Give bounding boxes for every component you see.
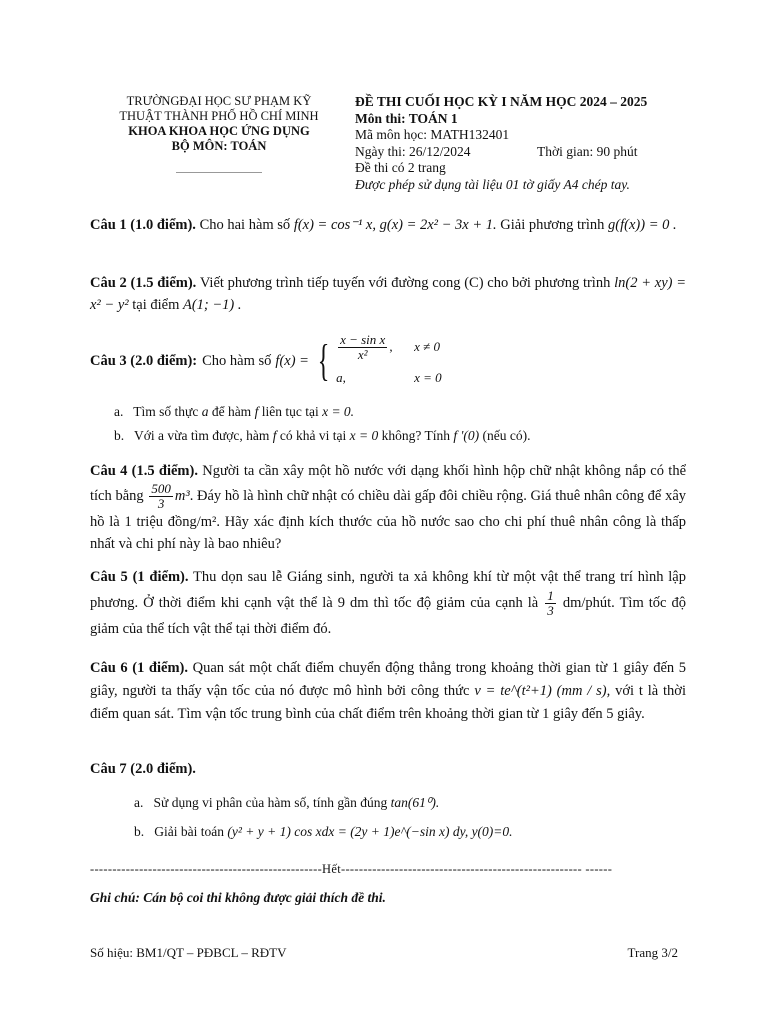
document-code: Số hiệu: BM1/QT – PĐBCL – RĐTV bbox=[90, 945, 287, 960]
question-3a-point: x = 0. bbox=[322, 404, 355, 419]
question-7b-text: Giải bài toán bbox=[154, 824, 224, 839]
question-4-text: Người ta cần xây một hồ nước với dạng khối hình hộp chữ nhật không nắp có thể tích bằng bbox=[90, 463, 687, 504]
question-7-label: Câu 7 (2.0 điểm). bbox=[90, 761, 196, 777]
question-3b-function: f bbox=[272, 428, 277, 443]
case-1-condition: x ≠ 0 bbox=[414, 339, 440, 354]
question-3b-text-3: không? Tính bbox=[381, 428, 451, 443]
question-5-label: Câu 5 (1 điểm). bbox=[90, 569, 189, 585]
question-7a bbox=[134, 794, 684, 812]
question-7b-marker: b. bbox=[134, 824, 145, 839]
page-number: Trang 3/2 bbox=[627, 945, 678, 960]
question-3b-point: x = 0 bbox=[349, 428, 379, 443]
course-code: Mã môn học: MATH132401 bbox=[355, 127, 510, 142]
question-3b bbox=[114, 427, 684, 445]
question-3b-marker: b. bbox=[114, 428, 125, 443]
question-3-label: Câu 3 (2.0 điểm): bbox=[90, 353, 198, 369]
question-3b-text-4: (nếu có). bbox=[482, 428, 531, 443]
question-3-text: Cho hàm số bbox=[202, 353, 272, 369]
question-3a-function: f bbox=[254, 404, 259, 419]
question-3-function-name: f(x) = bbox=[275, 353, 309, 369]
question-5-text: Thu dọn sau lễ Giáng sinh, người ta xả không khí từ một vật thể trang trí hình lập phương. Ở thời điểm khi cạnh vật thể là 9 dm thì tốc độ giảm của cạnh là bbox=[90, 569, 686, 611]
question-6-label: Câu 6 (1 điểm). bbox=[90, 660, 188, 676]
question-4-unit: m³ bbox=[174, 487, 190, 504]
school-header bbox=[95, 94, 343, 173]
question-7a-text: Sử dụng vi phân của hàm số, tính gần đúng bbox=[153, 795, 388, 810]
question-5-text-2: dm/phút. Tìm tốc độ giảm của thể tích vật thể tại thời điểm đó. bbox=[90, 594, 687, 637]
question-6-velocity-formula: v = te^(t²+1) (mm / s), bbox=[474, 683, 611, 699]
question-3a bbox=[114, 403, 684, 421]
question-4 bbox=[90, 460, 686, 555]
question-2-curve: ln(2 + xy) = x² − y² bbox=[90, 275, 686, 313]
exam-title: ĐỀ THI CUỐI HỌC KỲ I NĂM HỌC 2024 – 2025 bbox=[355, 94, 648, 109]
question-3 bbox=[90, 330, 686, 392]
question-5-rate-fraction: $\frac{1}{3}$ bbox=[547, 588, 554, 618]
question-3b-text: Với a vừa tìm được, hàm bbox=[134, 428, 270, 443]
page-count: Đề thi có 2 trang bbox=[355, 160, 446, 175]
piecewise-cases: $\frac{\text{x − sin x}}{\text{x²}}$ , x ≠ 0 a, x = 0 bbox=[336, 330, 442, 392]
exam-duration: Thời gian: 90 phút bbox=[537, 143, 638, 159]
question-1-text-2: Giải phương trình bbox=[500, 217, 605, 233]
question-3a-text-3: liên tục tại bbox=[261, 404, 319, 419]
question-6-text: Quan sát một chất điểm chuyển động thẳng trong khoảng thời gian từ 1 giây đến 5 giây, người ta thấy vận tốc của nó được mô hình bởi công thức bbox=[90, 660, 687, 699]
question-1-text: Cho hai hàm số bbox=[199, 217, 291, 233]
question-7a-marker: a. bbox=[134, 795, 144, 810]
question-7a-expression: tan(61⁰). bbox=[390, 795, 440, 810]
exam-subject: Môn thi: TOÁN 1 bbox=[355, 110, 458, 126]
allowed-materials: Được phép sử dụng tài liệu 01 tờ giấy A4 chép tay. bbox=[355, 176, 630, 192]
question-3a-text: Tìm số thực bbox=[133, 404, 199, 419]
question-2-text-2: tại điểm bbox=[132, 297, 180, 313]
question-1-label: Câu 1 (1.0 điểm). bbox=[90, 217, 196, 233]
question-4-volume-fraction: $\frac{500}{3}$ bbox=[151, 481, 171, 511]
question-3a-text-2: để hàm bbox=[211, 404, 252, 419]
question-2-label: Câu 2 (1.5 điểm). bbox=[90, 275, 197, 291]
school-name-line1: TRƯỜNGĐẠI HỌC SƯ PHẠM KỸ bbox=[126, 94, 312, 108]
question-1-equation: g(f(x)) = 0 . bbox=[608, 217, 677, 233]
question-3b-text-2: có khả vi tại bbox=[279, 428, 347, 443]
case-1-fraction: $\frac{\text{x − sin x}}{\text{x²}}$ bbox=[340, 331, 386, 362]
case-2-condition: x = 0 bbox=[414, 370, 442, 385]
piecewise-brace: { bbox=[317, 336, 330, 385]
faculty-name: KHOA KHOA HỌC ỨNG DỤNG bbox=[128, 124, 310, 138]
question-7b bbox=[134, 823, 684, 841]
question-3a-marker: a. bbox=[114, 404, 124, 419]
question-4-label: Câu 4 (1.5 điểm). bbox=[90, 463, 198, 479]
question-5 bbox=[90, 566, 686, 641]
question-6-text-2: với t là thời điểm quan sát. Tìm vận tốc trung bình của chất điểm trên khoảng thời gian từ 1 giây đến 5 giây. bbox=[90, 683, 687, 722]
question-1 bbox=[90, 214, 686, 236]
question-2-point: A(1; −1) . bbox=[182, 297, 242, 313]
question-2 bbox=[90, 272, 686, 316]
question-7b-ode: (y² + y + 1) cos xdx = (2y + 1)e^(−sin x) dy, y(0)=0. bbox=[227, 824, 513, 839]
end-of-exam-line: ----------------------------------------------------Hết------------------------------------------------------ ------ bbox=[90, 862, 613, 876]
school-name-line2: THUẬT THÀNH PHỐ HỒ CHÍ MINH bbox=[119, 109, 319, 123]
question-4-text-2: . Đáy hồ là hình chữ nhật có chiều dài gấp đôi chiều rộng. Giá thuê nhân công để xây hồ là 1 triệu đồng/m². Hãy xác định kích thước của hồ nước sao cho chi phí thuê nhân công là thấp nhất và chi phí này là bao nhiêu? bbox=[90, 487, 686, 552]
exam-date: Ngày thi: 26/12/2024 bbox=[355, 143, 471, 159]
department-name: BỘ MÔN: TOÁN bbox=[171, 139, 267, 153]
question-6 bbox=[90, 657, 686, 726]
question-1-functions: f(x) = cos⁻¹ x, g(x) = 2x² − 3x + 1. bbox=[293, 217, 497, 233]
exam-note: Ghi chú: Cán bộ coi thi không được giải thích đề thi. bbox=[90, 890, 386, 905]
case-2-value: a, bbox=[336, 370, 346, 385]
question-7 bbox=[90, 758, 686, 780]
header-divider bbox=[176, 172, 262, 173]
exam-header bbox=[355, 94, 705, 193]
question-2-text: Viết phương trình tiếp tuyến với đường cong (C) cho bởi phương trình bbox=[199, 275, 611, 291]
question-3a-variable: a bbox=[201, 404, 209, 419]
question-3b-derivative: f '(0) bbox=[453, 428, 480, 443]
